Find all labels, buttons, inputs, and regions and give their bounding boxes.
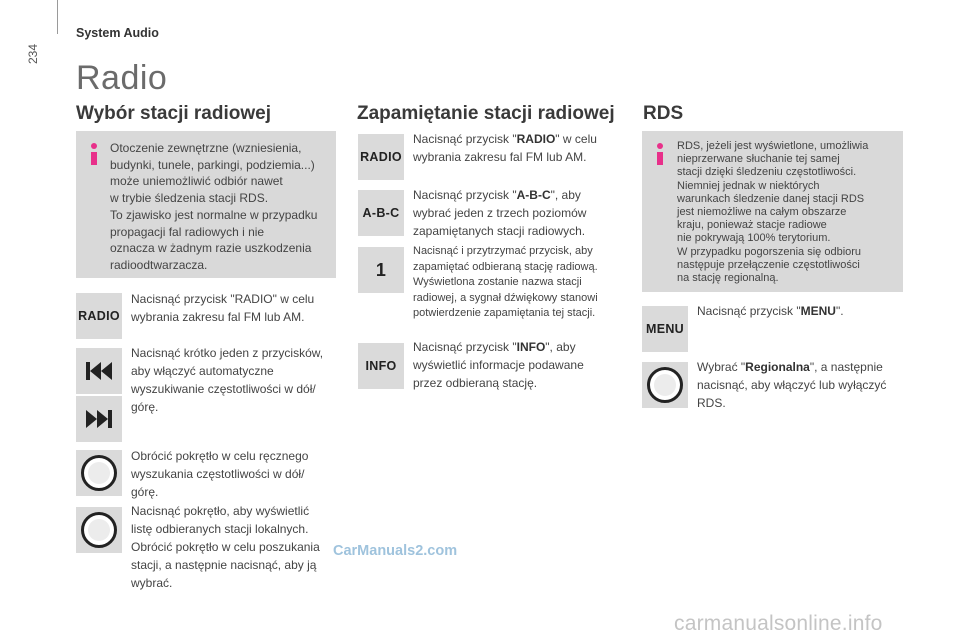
margin-rule <box>57 0 58 34</box>
section-label: System Audio <box>76 26 159 40</box>
seek-instruction: Nacisnąć krótko jeden z przycisków, aby włączyć automatyczne wyszukiwanie częstotliwości w dół/ górę. <box>131 346 324 414</box>
page-title: Radio <box>76 59 168 97</box>
info-box-reception <box>76 131 336 278</box>
knob-turn-instruction: Obrócić pokrętło w celu ręcznego wyszukania częstotliwości w dół/ górę. <box>131 449 309 499</box>
watermark-carmanuals2: CarManuals2.com <box>333 543 458 559</box>
skip-forward-icon <box>86 410 112 428</box>
seek-forward-button[interactable] <box>76 396 122 442</box>
seek-back-button[interactable] <box>76 348 122 394</box>
page-number: 234 <box>26 43 40 64</box>
tuning-knob[interactable] <box>76 450 122 496</box>
knob-icon <box>647 367 683 403</box>
menu-button[interactable]: MENU <box>642 306 688 352</box>
tuning-knob-press[interactable] <box>76 507 122 553</box>
info-button[interactable]: INFO <box>358 343 404 389</box>
abc-instruction: Nacisnąć przycisk "A-B-C", aby wybrać jeden z trzech poziomów zapamiętanych stacji radiowych. <box>413 188 587 238</box>
radio-instruction: Nacisnąć przycisk "RADIO" w celu wybrania zakresu fal FM lub AM. <box>131 292 315 324</box>
heading-station-memory: Zapamiętanie stacji radiowej <box>357 103 615 124</box>
radio-button[interactable]: RADIO <box>358 134 404 180</box>
knob-icon <box>81 455 117 491</box>
info-instruction: Nacisnąć przycisk "INFO", aby wyświetlić informacje podawane przez odbieraną stację. <box>413 340 584 390</box>
heading-rds: RDS <box>643 103 684 124</box>
info-box-rds <box>642 131 903 292</box>
preset-button-1[interactable]: 1 <box>358 247 404 293</box>
radio-mem-instruction: Nacisnąć przycisk "RADIO" w celu wybrania zakresu fal FM lub AM. <box>413 132 597 164</box>
info-icon <box>654 143 666 165</box>
watermark-carmanualsonline: carmanualsonline.info <box>674 612 883 635</box>
menu-instruction: Nacisnąć przycisk "MENU". <box>697 304 844 318</box>
abc-button[interactable]: A-B-C <box>358 190 404 236</box>
skip-back-icon <box>86 362 112 380</box>
preset-instruction: Nacisnąć i przytrzymać przycisk, aby zapamiętać odbieraną stację radiową. Wyświetlona zostanie nazwa stacji radiowej, a sygnał dźwiękowy stanowi potwierdzenie zapamiętania tej stacji. <box>413 245 598 319</box>
selection-knob[interactable] <box>642 362 688 408</box>
knob-press-instruction: Nacisnąć pokrętło, aby wyświetlić listę odbieranych stacji lokalnych. Obrócić pokrętło w celu poszukania stacji, a następnie nacisnąć, aby ją wybrać. <box>131 504 320 590</box>
radio-button[interactable]: RADIO <box>76 293 122 339</box>
knob-icon <box>81 512 117 548</box>
info-icon <box>88 143 100 165</box>
info-box-text: Otoczenie zewnętrzne (wzniesienia, budynki, tunele, parkingi, podziemia...) może uniemożliwić odbiór nawet w trybie śledzenia stacji RDS. To zjawisko jest normalne w przypadku propagacji fal radiowych i nie oznacza w żadnym razie uszkodzenia radioodtwarzacza. <box>110 141 318 272</box>
info-box-text: RDS, jeżeli jest wyświetlone, umożliwia nieprzerwane słuchanie tej samej stacji dzięki śledzeniu częstotliwości. Niemniej jednak w niektórych warunkach śledzenie danej stacji RDS jest niemożliwe na całym obszarze kraju, ponieważ stacje radiowe nie pokrywają 100% terytorium. W przypadku pogorszenia się odbioru następuje przełączenie częstotliwości na stację regionalną. <box>677 140 869 285</box>
regional-instruction: Wybrać "Regionalna", a następnie nacisnąć, aby włączyć lub wyłączyć RDS. <box>697 360 887 410</box>
heading-station-selection: Wybór stacji radiowej <box>76 103 271 124</box>
